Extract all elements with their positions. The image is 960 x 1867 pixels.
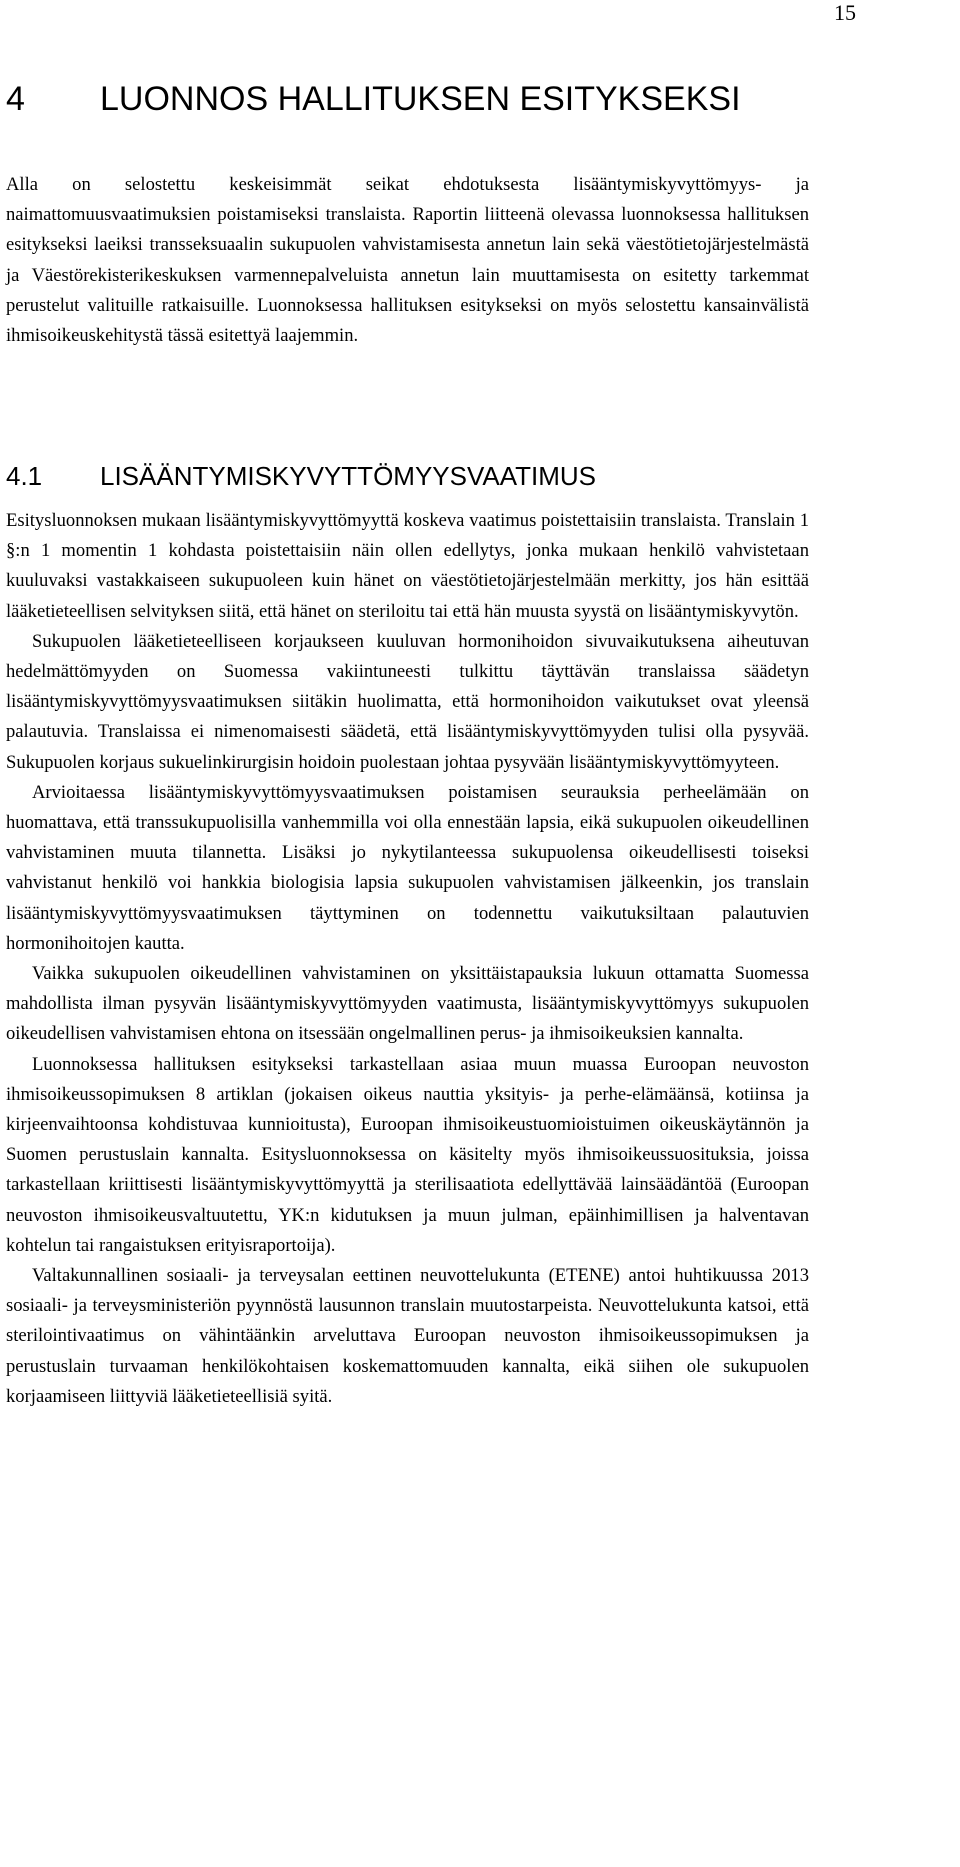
page-number: 15 (834, 0, 856, 25)
chapter-number: 4 (6, 79, 25, 118)
intro-paragraph: Alla on selostettu keskeisimmät seikat ehdotuksesta lisääntymiskyvyttömyys- ja naimattomuusvaatimuksien poistamiseksi translaista. Raportin liitteenä olevassa luonnoksessa hallituksen esitykseksi laeiksi transseksuaalin sukupuolen vahvistamisesta annetun lain sekä väestötietojärjestelmästä ja Väestörekisterikeskuksen varmennepalveluista annetun lain muuttamisesta on esitetty tarkemmat perustelut valituille ratkaisuille. Luonnoksessa hallituksen esitykseksi on myös selostettu kansainvälistä ihmisoikeuskehitystä tässä esitettyä laajemmin. (6, 174, 809, 347)
section-number: 4.1 (6, 460, 43, 491)
section-body (6, 506, 809, 1412)
chapter-title: LUONNOS HALLITUKSEN ESITYKSEKSI (100, 79, 741, 118)
body-paragraph: Luonnoksessa hallituksen esitykseksi tarkastellaan asiaa muun muassa Euroopan neuvoston ihmisoikeussopimuksen 8 artiklan (jokaisen oikeus nauttia yksityis- ja perhe-elämäänsä, kotiinsa ja kirjeenvaihtoonsa kohdistuvaa kunnioitusta), Euroopan ihmisoikeustuomioistuimen oikeuskäytännön ja Suomen perustuslain kannalta. Esitysluonnoksessa on käsitelty myös ihmisoikeussuosituksia, joissa tarkastellaan kriittisesti lisääntymiskyvyttömyyttä ja sterilisaatiota edellyttävää lainsäädäntöä (Euroopan neuvoston ihmisoikeusvaltuutettu, YK:n kidutuksen ja muun julman, epäinhimillisen ja halventavan kohtelun tai rangaistuksen erityisraportoija). (6, 1053, 809, 1256)
body-paragraph: Sukupuolen lääketieteelliseen korjaukseen kuuluvan hormonihoidon sivuvaikutuksena aiheutuvan hedelmättömyyden on Suomessa vakiintuneesti tulkittu täyttävän translaissa säädetyn lisääntymiskyvyttömyysvaatimuksen siitäkin huolimatta, että hormonihoidon vaikutukset ovat yleensä palautuvia. Translaissa ei nimenomaisesti säädetä, että lisääntymiskyvyttömyyden tulisi olla pysyvää. Sukupuolen korjaus sukuelinkirurgisin hoidoin puolestaan johtaa pysyvään lisääntymiskyvyttömyyteen. (6, 630, 809, 773)
chapter-intro (6, 170, 809, 351)
body-paragraph: Vaikka sukupuolen oikeudellinen vahvistaminen on yksittäistapauksia lukuun ottamatta Suomessa mahdollista ilman pysyvän lisääntymiskyvyttömyyden vaatimusta, lisääntymiskyvyttömyys sukupuolen oikeudellisen vahvistamisen ehtona on itsessään ongelmallinen perus- ja ihmisoikeuksien kannalta. (6, 963, 809, 1045)
body-paragraph: Valtakunnallinen sosiaali- ja terveysalan eettinen neuvottelukunta (ETENE) antoi huhtikuussa 2013 sosiaali- ja terveysministeriön pyynnöstä lausunnon translain muutostarpeista. Neuvottelukunta katsoi, että sterilointivaatimus on vähintäänkin arveluttava Euroopan neuvoston ihmisoikeussopimuksen ja perustuslain turvaaman henkilökohtaisen koskemattomuuden kannalta, eikä siihen ole sukupuolen korjaamiseen liittyviä lääketieteellisiä syitä. (6, 1265, 809, 1407)
body-paragraph: Arvioitaessa lisääntymiskyvyttömyysvaatimuksen poistamisen seurauksia perheelämään on huomattava, että transsukupuolisilla vanhemmilla voi olla ennestään lapsia, eikä sukupuolen oikeudellinen vahvistaminen muuta tilannetta. Lisäksi jo nykytilanteessa sukupuolensa oikeudellisesti toiseksi vahvistanut henkilö voi hankkia biologisia lapsia sukupuolen vahvistamisen jälkeenkin, jos translain lisääntymiskyvyttömyysvaatimuksen täyttyminen on todennettu vaikutuksiltaan palautuvien hormonihoitojen kautta. (6, 781, 809, 954)
body-paragraph: Esitysluonnoksen mukaan lisääntymiskyvyttömyyttä koskeva vaatimus poistettaisiin translaista. Translain 1 §:n 1 momentin 1 kohdasta poistettaisiin näin ollen edellytys, jonka mukaan henkilö vahvistetaan kuuluvaksi vastakkaiseen sukupuoleen kuin hänet on väestötietojärjestelmään merkitty, jos hän esittää lääketieteellisen selvityksen siitä, että hänet on steriloitu tai että hän muusta syystä on lisääntymiskyvytön. (6, 510, 809, 622)
section-title: LISÄÄNTYMISKYVYTTÖMYYSVAATIMUS (100, 460, 597, 491)
